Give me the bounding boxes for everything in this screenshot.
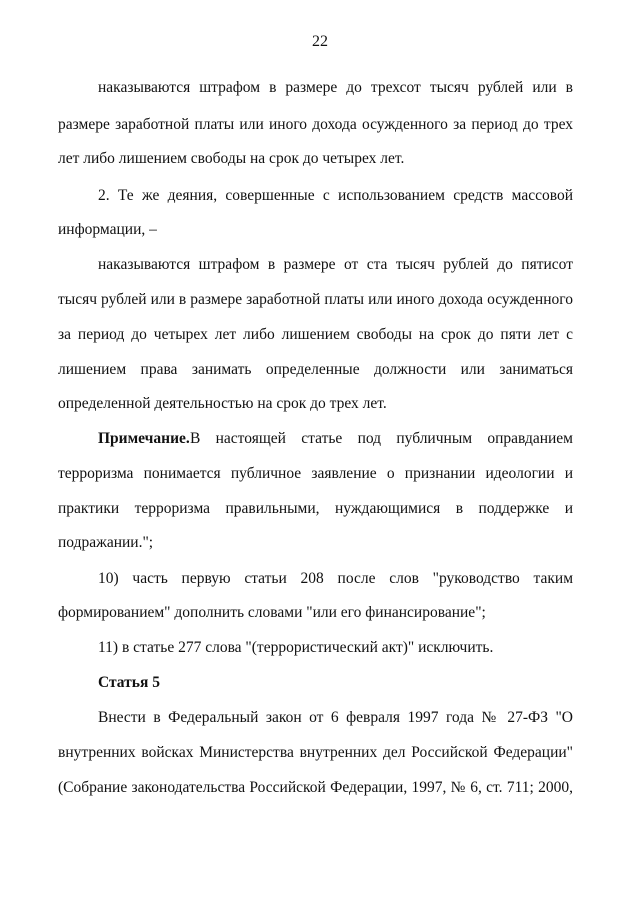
paragraph-line: лишением права занимать определенные должности или заниматься [58, 361, 573, 378]
paragraph-line: определенной деятельностью на срок до трех лет. [58, 395, 387, 412]
paragraph-line: 10) часть первую статьи 208 после слов "руководство таким [98, 570, 573, 587]
paragraph-line: формированием" дополнить словами "или его финансирование"; [58, 604, 486, 621]
article-heading: Статья 5 [98, 674, 160, 691]
paragraph-line: за период до четырех лет либо лишением свободы на срок до пяти лет с [58, 326, 573, 343]
paragraph-line: тысяч рублей или в размере заработной платы или иного дохода осужденного [58, 291, 573, 308]
paragraph-line: терроризма понимается публичное заявление о признании идеологии и [58, 465, 573, 482]
note-label: Примечание. [98, 430, 190, 447]
paragraph-line: наказываются штрафом в размере до трехсот тысяч рублей или в [98, 79, 573, 96]
paragraph-line: лет либо лишением свободы на срок до четырех лет. [58, 150, 405, 167]
paragraph-line: информации, – [58, 221, 157, 238]
paragraph-line: размере заработной платы или иного дохода осужденного за период до трех [58, 116, 573, 133]
paragraph-line: В настоящей статье под публичным оправданием [190, 430, 573, 447]
paragraph-line: 11) в статье 277 слова "(террористический акт)" исключить. [98, 639, 494, 656]
paragraph-line: практики терроризма правильными, нуждающимися в поддержке и [58, 500, 573, 517]
paragraph-line: (Собрание законодательства Российской Федерации, 1997, № 6, ст. 711; 2000, [58, 779, 573, 796]
paragraph-line: подражании."; [58, 534, 154, 551]
paragraph-line: наказываются штрафом в размере от ста тысяч рублей до пятисот [98, 256, 573, 273]
paragraph-line: внутренних войсках Министерства внутренних дел Российской Федерации" [58, 744, 573, 761]
page-number: 22 [312, 33, 328, 50]
paragraph-line: Внести в Федеральный закон от 6 февраля 1997 года № 27-ФЗ "О [98, 709, 573, 726]
paragraph-line: 2. Те же деяния, совершенные с использованием средств массовой [98, 187, 573, 204]
